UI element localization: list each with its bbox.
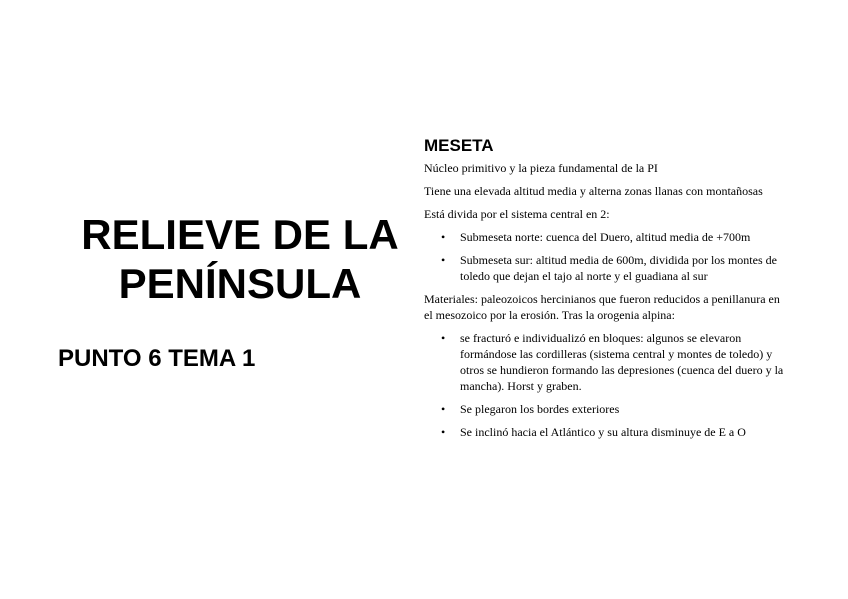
paragraph-altitud: Tiene una elevada altitud media y alterna zonas llanas con montañosas: [424, 184, 763, 198]
list-item-submeseta-norte: • Submeseta norte: cuenca del Duero, altitud media de +700m: [460, 229, 790, 245]
list-item-plegamiento: • Se plegaron los bordes exteriores: [460, 401, 790, 417]
list-item-inclinacion: • Se inclinó hacia el Atlántico y su altura disminuye de E a O: [460, 424, 790, 440]
list-item-fractura: • se fracturó e individualizó en bloques: algunos se elevaron formándose las cordilleras (sistema central y montes de toledo) y otros se hundieron formando las depresiones (cuenca del duero y la mancha). Horst y graben.: [460, 330, 790, 394]
section-heading: MESETA: [424, 136, 494, 155]
slide-title-line-2: PENÍNSULA: [118, 260, 362, 307]
slide-subtitle: PUNTO 6 TEMA 1: [58, 345, 256, 372]
paragraph-nucleo: Núcleo primitivo y la pieza fundamental de la PI: [424, 161, 658, 175]
slide-title: [60, 210, 420, 308]
submeseta-list: [424, 229, 790, 284]
slide-title-line-1: RELIEVE DE LA: [81, 211, 399, 258]
content-panel: [424, 136, 790, 447]
list-item-submeseta-sur: • Submeseta sur: altitud media de 600m, dividida por los montes de toledo que dejan el tajo al norte y el guadiana al sur: [460, 252, 790, 284]
paragraph-materiales: Materiales: paleozoicos hercinianos que fueron reducidos a penillanura en el mesozoico por la erosión. Tras la orogenia alpina:: [424, 292, 780, 322]
orogenia-list: [424, 330, 790, 440]
paragraph-division: Está divida por el sistema central en 2:: [424, 207, 610, 221]
